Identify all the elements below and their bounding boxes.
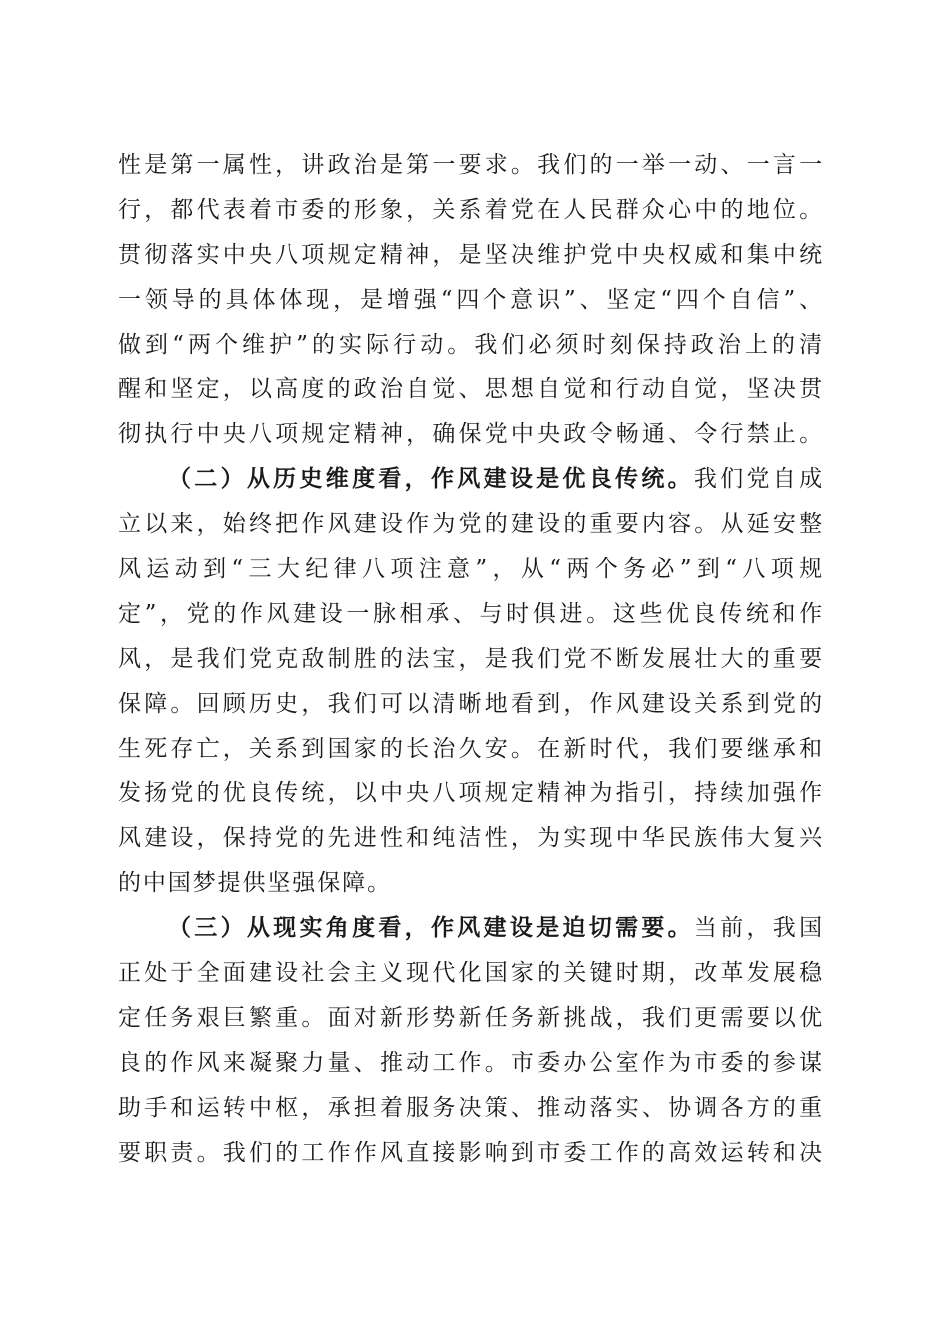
paragraph-line: 醒和坚定，以高度的政治自觉、思想自觉和行动自觉，坚决贯 xyxy=(118,376,824,403)
paragraph-line: 良的作风来凝聚力量、推动工作。市委办公室作为市委的参谋 xyxy=(118,1049,824,1076)
paragraph-line: 发扬党的优良传统，以中央八项规定精神为指引，持续加强作 xyxy=(118,780,824,807)
paragraph-line: 风运动到“三大纪律八项注意”，从“两个务必”到“八项规 xyxy=(118,556,824,583)
paragraph-line: 正处于全面建设社会主义现代化国家的关键时期，改革发展稳 xyxy=(118,960,824,987)
paragraph-text-run: 当前，我国 xyxy=(693,915,825,942)
paragraph-line: 立以来，始终把作风建设作为党的建设的重要内容。从延安整 xyxy=(118,511,824,538)
paragraph-line: 性是第一属性，讲政治是第一要求。我们的一举一动、一言一 xyxy=(118,152,824,178)
section-heading: （三）从现实角度看，作风建设是迫切需要。 xyxy=(168,914,694,942)
document-body xyxy=(118,143,824,1175)
paragraph-line: 风建设，保持党的先进性和纯洁性，为实现中华民族伟大复兴 xyxy=(118,825,824,852)
paragraph-line: 生死存亡，关系到国家的长治久安。在新时代，我们要继承和 xyxy=(118,735,824,762)
paragraph-line: 助手和运转中枢，承担着服务决策、推动落实、协调各方的重 xyxy=(118,1094,824,1121)
paragraph-line: 行，都代表着市委的形象，关系着党在人民群众心中的地位。 xyxy=(118,196,824,223)
paragraph-first-line xyxy=(118,457,824,502)
paragraph-line: 定”，党的作风建设一脉相承、与时俱进。这些优良传统和作 xyxy=(118,600,824,627)
paragraph-text-run: 我们党自成 xyxy=(693,466,825,493)
paragraph-line: 的中国梦提供坚强保障。 xyxy=(118,870,392,897)
paragraph-first-line xyxy=(118,906,824,951)
paragraph-line: 做到“两个维护”的实际行动。我们必须时刻保持政治上的清 xyxy=(118,331,824,358)
paragraph-line: 贯彻落实中央八项规定精神，是坚决维护党中央权威和集中统 xyxy=(118,241,824,268)
paragraph-line: 要职责。我们的工作作风直接影响到市委工作的高效运转和决 xyxy=(118,1139,824,1166)
paragraph-line: 彻执行中央八项规定精神，确保党中央政令畅通、令行禁止。 xyxy=(118,421,824,448)
section-heading: （二）从历史维度看，作风建设是优良传统。 xyxy=(168,465,694,493)
paragraph-line: 保障。回顾历史，我们可以清晰地看到，作风建设关系到党的 xyxy=(118,690,824,717)
paragraph-line: 一领导的具体体现，是增强“四个意识”、坚定“四个自信”、 xyxy=(118,286,824,313)
paragraph-line: 定任务艰巨繁重。面对新形势新任务新挑战，我们更需要以优 xyxy=(118,1004,824,1031)
paragraph-line: 风，是我们党克敌制胜的法宝，是我们党不断发展壮大的重要 xyxy=(118,645,824,672)
